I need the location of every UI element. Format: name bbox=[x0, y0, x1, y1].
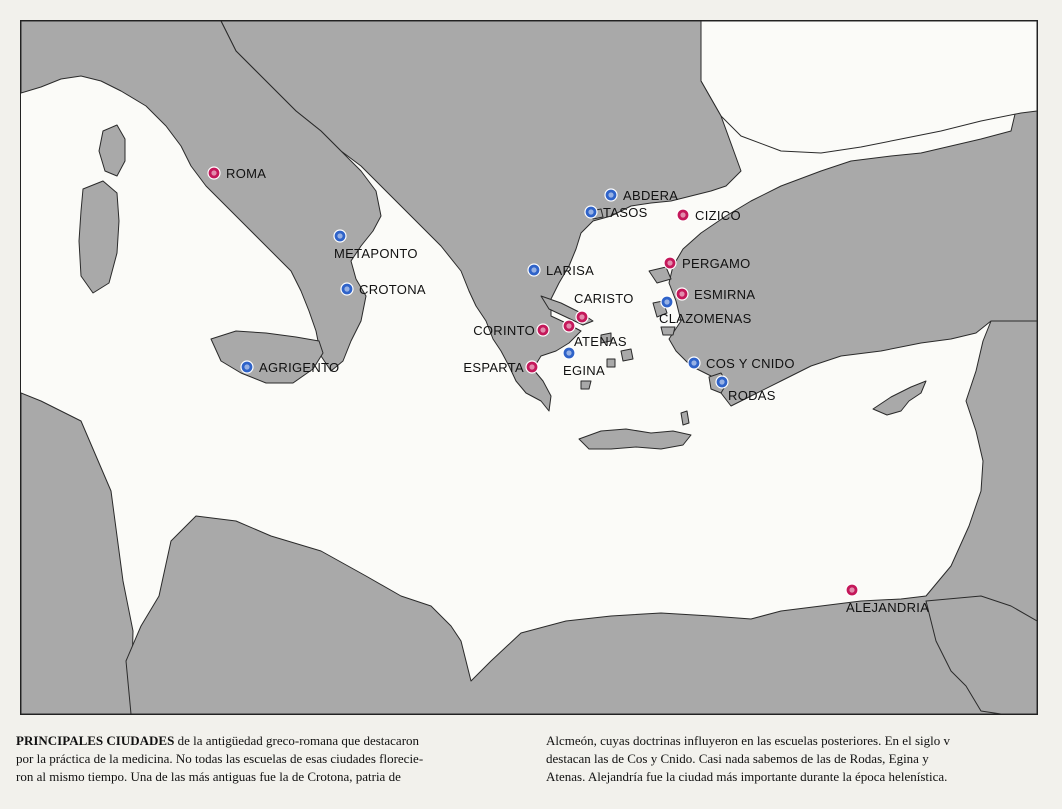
city-marker-center-abdera bbox=[608, 192, 613, 197]
city-label-esparta: ESPARTA bbox=[463, 360, 524, 375]
city-label-cizico: CIZICO bbox=[695, 208, 741, 223]
city-label-alejandria: ALEJANDRIA bbox=[846, 600, 930, 615]
caption-line-2: por la práctica de la medicina. No todas las escuelas de esas ciudades florecie- bbox=[16, 751, 424, 766]
map-caption bbox=[16, 732, 1046, 802]
map bbox=[20, 20, 1038, 715]
city-label-egina: EGINA bbox=[563, 363, 605, 378]
city-label-metaponto: METAPONTO bbox=[334, 246, 418, 261]
city-label-pergamo: PERGAMO bbox=[682, 256, 751, 271]
city-marker-center-esmirna bbox=[679, 291, 684, 296]
city-marker-center-crotona bbox=[344, 286, 349, 291]
samos-landmass bbox=[661, 327, 675, 335]
city-marker-center-metaponto bbox=[337, 233, 342, 238]
caption-line-6: Atenas. Alejandría fue la ciudad más importante durante la época helenística. bbox=[546, 769, 948, 784]
city-marker-center-larisa bbox=[531, 267, 536, 272]
city-label-crotona: CROTONA bbox=[359, 282, 426, 297]
city-label-atenas: ATENAS bbox=[574, 334, 627, 349]
city-label-clazomenas: CLAZOMENAS bbox=[659, 311, 752, 326]
city-label-cos_cnido: COS Y CNIDO bbox=[706, 356, 795, 371]
city-label-tasos: TASOS bbox=[603, 205, 648, 220]
paros-landmass bbox=[607, 359, 615, 367]
karpathos-landmass bbox=[681, 411, 689, 425]
city-marker-center-rodas bbox=[719, 379, 724, 384]
caption-line-3: ron al mismo tiempo. Una de las más antiguas fue la de Crotona, patria de bbox=[16, 769, 401, 784]
city-label-rodas: RODAS bbox=[728, 388, 776, 403]
north-africa-landmass bbox=[21, 393, 133, 714]
city-marker-center-tasos bbox=[588, 209, 593, 214]
city-marker-center-cizico bbox=[680, 212, 685, 217]
caption-left-column bbox=[16, 732, 516, 786]
city-marker-center-caristo bbox=[579, 314, 584, 319]
city-label-abdera: ABDERA bbox=[623, 188, 679, 203]
caption-line-5: destacan las de Cos y Cnido. Casi nada sabemos de las de Rodas, Egina y bbox=[546, 751, 929, 766]
caption-right-column bbox=[546, 732, 1046, 786]
city-marker-center-egina bbox=[566, 350, 571, 355]
city-marker-center-atenas bbox=[566, 323, 571, 328]
map-canvas bbox=[21, 21, 1037, 714]
corsica-landmass bbox=[99, 125, 125, 176]
naxos-landmass bbox=[621, 349, 633, 361]
sicily-landmass bbox=[211, 331, 323, 383]
lesbos-landmass bbox=[649, 267, 671, 283]
caption-line-4: Alcmeón, cuyas doctrinas influyeron en las escuelas posteriores. En el siglo v bbox=[546, 733, 950, 748]
city-label-roma: ROMA bbox=[226, 166, 267, 181]
cyprus-landmass bbox=[873, 381, 926, 415]
caption-line-1-text: de la antigüedad greco-romana que destacaron bbox=[174, 733, 420, 748]
black-sea bbox=[701, 21, 1037, 153]
city-marker-center-clazomenas bbox=[664, 299, 669, 304]
sardinia-landmass bbox=[79, 181, 119, 293]
city-label-esmirna: ESMIRNA bbox=[694, 287, 756, 302]
city-label-corinto: CORINTO bbox=[473, 323, 535, 338]
caption-heading: PRINCIPALES CIUDADES bbox=[16, 733, 175, 748]
city-marker-center-cos_cnido bbox=[691, 360, 696, 365]
city-label-agrigento: AGRIGENTO bbox=[259, 360, 340, 375]
city-marker-center-roma bbox=[211, 170, 216, 175]
city-label-larisa: LARISA bbox=[546, 263, 595, 278]
city-marker-center-pergamo bbox=[667, 260, 672, 265]
melos-landmass bbox=[581, 381, 591, 389]
city-label-caristo: CARISTO bbox=[574, 291, 634, 306]
city-marker-center-esparta bbox=[529, 364, 534, 369]
city-marker-center-agrigento bbox=[244, 364, 249, 369]
city-marker-center-alejandria bbox=[849, 587, 854, 592]
city-marker-center-corinto bbox=[540, 327, 545, 332]
crete-landmass bbox=[579, 429, 691, 449]
caption-line-1 bbox=[16, 732, 516, 750]
